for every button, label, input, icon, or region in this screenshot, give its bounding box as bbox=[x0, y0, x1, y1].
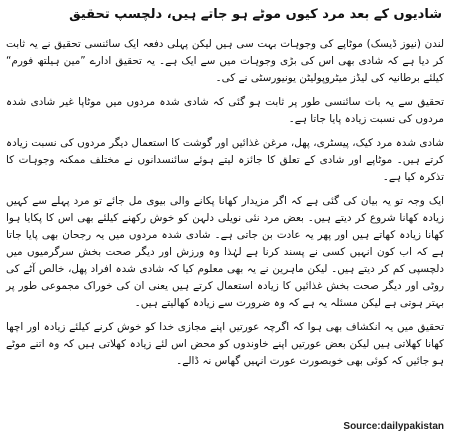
article-paragraph: تحقیق سے یہ بات سائنسی طور پر ثابت ہو گئی کہ شادی شدہ مردوں میں موٹاپا غیر شادی شدہ مردوں کی نسبت زیادہ پایا جاتا ہے۔ bbox=[6, 96, 444, 125]
article-paragraph: شادی شدہ مرد کیک، پیسٹری، پھل، مرغن غذائیں اور گوشت کا استعمال دیگر مردوں کی نسبت زیادہ کرتے ہیں۔ موٹاپے اور شادی کے تعلق کا جائزہ لیتے ہوئے سائنسدانوں نے مختلف ممکنہ وجوہات کا تذکرہ کیا ہے۔ bbox=[6, 137, 444, 183]
source-credit: Source:dailypakistan bbox=[343, 421, 444, 432]
article bbox=[6, 6, 444, 432]
article-paragraph: لندن (نیوز ڈیسک) موٹاپے کی وجوہات بہت سی ہیں لیکن پہلی دفعہ ایک سائنسی تحقیق نے یہ ثابت کر دیا ہے کہ شادی بھی اس کی بڑی وجوہات میں سے ایک ہے۔ یہ تحقیق ادارے ”مین ہیلتھ فورم“ کیلئے برطانیہ کی لیڈز میٹروپولیٹن یونیورسٹی نے کی۔ bbox=[6, 38, 444, 84]
article-paragraph: ایک وجہ تو یہ بیان کی گئی ہے کہ اگر مزیدار کھانا پکانے والی بیوی مل جائے تو مرد پہلے سے کہیں زیادہ کھانا شروع کر دیتے ہیں۔ بعض مرد نئی نویلی دلہن کو خوش رکھنے کیلئے بھی اس کا پکایا ہوا کھانا زیادہ کھاتے ہیں اور پھر یہ عادت بن جاتی ہے۔ شادی شدہ مردوں میں یہ رجحان بھی پایا جاتا ہے کہ اب کون انہیں کسی نے پسند کرنا ہے لہٰذا وہ ورزش اور دیگر صحت بخش سرگرمیوں میں دلچسپی کم کر دیتے ہیں۔ لیکن ماہرین نے یہ بھی معلوم کیا کہ شادی شدہ افراد پھل، خالص آٹے کی روٹی اور دیگر صحت بخش غذائیں کا زیادہ استعمال کرتے ہیں یعنی ان کی خوراک مجموعی طور پر بہتر ہوتی ہے لیکن مسئلہ یہ ہے کہ وہ ضرورت سے زیادہ کھالیتے ہیں۔ bbox=[6, 195, 444, 309]
article-paragraph: تحقیق میں یہ انکشاف بھی ہوا کہ اگرچہ عورتیں اپنے مجازی خدا کو خوش کرنے کیلئے زیادہ اور اچھا کھانا کھلاتی ہیں لیکن بعض عورتیں اپنے خاوندوں کو محض اس لئے زیادہ کھلاتی ہیں کہ وہ اتنے موٹے ہو جائیں کہ کوئی بھی خوبصورت عورت انہیں گھاس نہ ڈالے۔ bbox=[6, 321, 444, 367]
article-title: شادیوں کے بعد مرد کیوں موٹے ہو جاتے ہیں، دلچسپ تحقیق bbox=[69, 7, 442, 22]
